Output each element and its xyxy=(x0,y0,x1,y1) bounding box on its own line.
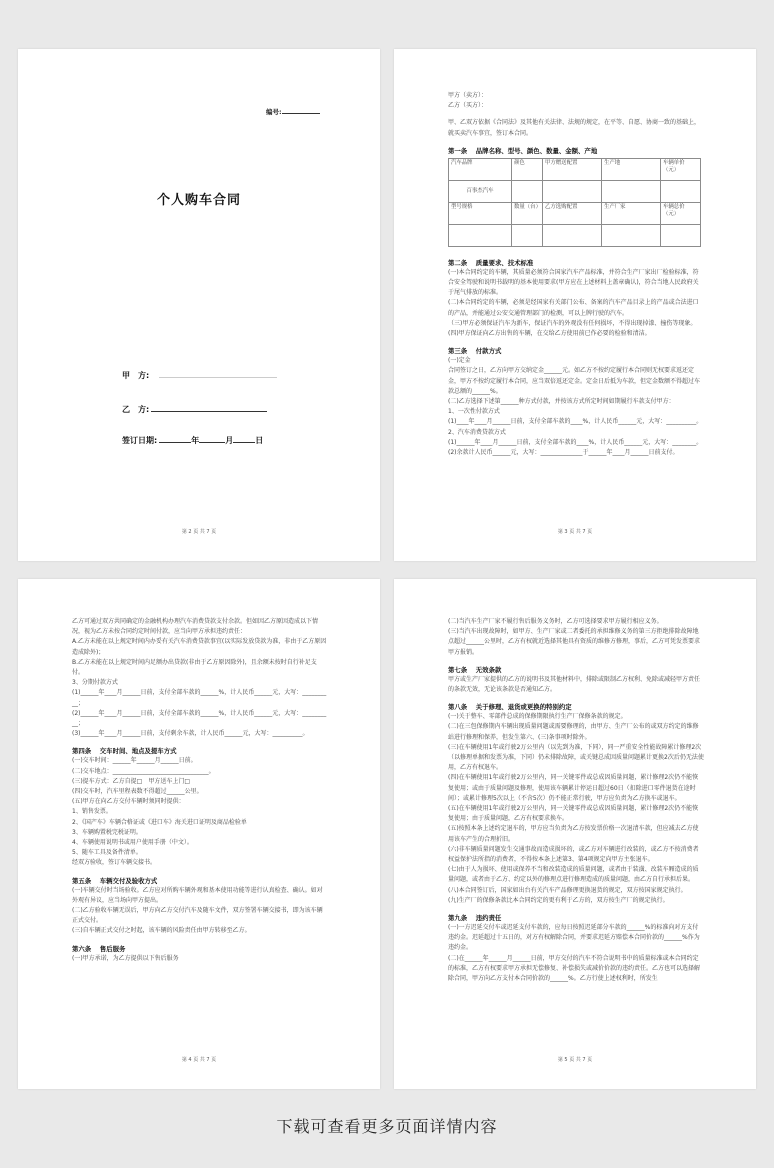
download-caption: 下载可查看更多页面详情内容 xyxy=(276,1117,498,1136)
table-row xyxy=(449,202,701,224)
article-6-heading: 第六条 售后服务 xyxy=(72,944,126,953)
party-b-label: 乙 方: xyxy=(122,405,150,414)
paragraph: 合同签订之日，乙方向甲方交纳定金______元。如乙方不按约定履行本合同则无权要求返还定金，甲方不按约定履行本合同，应当双倍返还定金。定金日后抵为车款，但定金数额不得超过车款总额的______%。 xyxy=(448,367,701,395)
paragraph: 1、销售发票。 xyxy=(72,808,112,816)
page-2-content xyxy=(448,91,704,458)
paragraph: A.乙方未能在以上规定时间内办妥有关汽车消费贷款事宜(以实际发放贷款为准，非由于乙方原因造成除外)； xyxy=(72,638,327,656)
table-cell xyxy=(661,224,701,246)
paragraph: (一)本合同约定的车辆，其质量必须符合国家汽车产品标准，并符合生产厂家出厂检验标准，符合安全驾驶和说明书载明的基本使用要求(甲方应在上述材料上盖章确认)，符合当地人民政府关于尾气排放的标准。 xyxy=(448,268,699,297)
paragraph: (2)余款计人民币______元，大写：______________于______年____月______日前支付。 xyxy=(448,449,679,457)
party-a-line: 甲方（卖方）： xyxy=(448,92,488,99)
page-number: 第 5 页 共 7 页 xyxy=(557,1057,593,1063)
contract-page-3 xyxy=(18,579,380,1089)
table-cell: 数量（台） xyxy=(512,202,543,224)
paragraph: （三)甲方必须保证汽车为新车，保证汽车的外观没有任何损坏，不得出现掉漆、撞伤等现象。 xyxy=(448,319,697,327)
paragraph: (一)定金 xyxy=(448,357,471,365)
vehicle-spec-table xyxy=(448,158,701,247)
table-cell: 车辆单价（元） xyxy=(661,158,701,180)
paragraph: 乙方可通过双方共同确定的金融机构办理汽车消费贷款支付余款。但如因乙方原因造成以下情况，视为乙方未按合同约定时间付款，应当向甲方承担违约责任： xyxy=(72,618,319,636)
paragraph: (二)乙方验收车辆无误后，甲方向乙方交付汽车及随车文件，双方签署车辆交接书，即为该车辆正式交付。 xyxy=(72,907,323,925)
article-5-heading: 第五条 车辆交付及验收方式 xyxy=(72,876,158,885)
paragraph: 5、随车工具及备件清单。 xyxy=(72,849,142,857)
party-a-blank xyxy=(159,369,277,378)
paragraph: 经双方验收，签订车辆交接书。 xyxy=(72,859,157,867)
page-4-content xyxy=(448,617,704,984)
paragraph: (三)提车方式：乙方自提□ 甲方送车上门□ xyxy=(72,777,191,785)
table-cell: 生产地 xyxy=(602,158,661,180)
paragraph: (四)甲方保证向乙方出售的车辆，在交给乙方使用前已作必要的检验和清洁。 xyxy=(448,330,651,338)
article-1-heading: 第一条 品牌名称、型号、颜色、数量、金额、产地 xyxy=(448,146,598,155)
paragraph: (六)非车辆质量问题发生交通事故而造成损坏的，或乙方对车辆进行改装的，或乙方不按消费者权益保护法所指的消费者，不得按本条上述第3、第4项规定向甲方主张退车。 xyxy=(448,845,699,864)
paragraph: (二)在______年______月______日前，甲方交付的汽车不符合说明书中的质量标准或本合同约定的标准，乙方有权要求甲方承担无偿修复、补偿损失或减价价款的违约责任。乙方也可以选择解除合同，甲方向乙方支付本合同价款的______%。乙方行使上述权利时，所发生 xyxy=(448,954,701,983)
paragraph: (3)______年____月______日前，支付剩余车款，计人民币______元，大写：__________。 xyxy=(72,730,309,738)
paragraph: (八)本合同签订后，国家如出台有关汽车产品修理更换退货的规定，双方按国家规定执行。 xyxy=(448,886,687,894)
paragraph: (1)______年____月______日前，支付全部车款的____%，计人民币______元，大写：________。 xyxy=(448,438,703,446)
paragraph: 2、汽车消费贷款方式 xyxy=(448,428,506,436)
contract-number xyxy=(266,105,320,116)
table-cell: 甲方赠送配置 xyxy=(543,158,602,180)
article-7-heading: 第七条 无效条款 xyxy=(448,665,502,674)
table-cell: 百事杰汽车 xyxy=(449,180,512,202)
table-cell: 乙方选购配置 xyxy=(543,202,602,224)
paragraph: (2)______年____月______日前，支付全部车款的______%，计人民币______元，大写：__________； xyxy=(72,709,327,728)
contract-page-4 xyxy=(394,579,756,1089)
paragraph: (二)当汽车生产厂家不履行售后服务义务时，乙方可选择要求甲方履行相应义务。 xyxy=(448,618,663,625)
paragraph: (四)在车辆使用1年或行驶2万公里内，同一关键零件或总成因质量问题，累计修理2次仍不能恢复使用；或由于质量问题及修理，使用该车辆累计停运日超过60日（扣除进口零件退货在途时间）；或累计修理5次以上（不含5次）仍不能正常行驶，甲方应负责为乙方换车或退车。 xyxy=(448,774,699,802)
article-8-heading: 第八条 关于修理、退货或更换的特别约定 xyxy=(448,703,572,712)
table-cell xyxy=(661,180,701,202)
table-cell xyxy=(449,224,512,246)
table-cell xyxy=(512,180,543,202)
paragraph: B.乙方未能在以上规定时间内足额办出贷款(非由于乙方原因除外)，且余额未按时自行补足支付。 xyxy=(72,658,317,677)
year-blank xyxy=(159,434,191,443)
day-label: 日 xyxy=(255,436,264,445)
paragraph: (九)生产厂的保修条款比本合同约定的更有利于乙方的，双方按生产厂的规定执行。 xyxy=(448,896,669,904)
table-row xyxy=(449,180,701,202)
party-b-line xyxy=(122,403,267,415)
contract-cover-page xyxy=(18,49,380,561)
article-2-heading: 第二条 质量要求、技术标准 xyxy=(448,258,534,267)
paragraph: (三)在车辆使用1年或行驶2万公里内（以先到为准，下同），同一严重安全性能故障累计修理2次（以修理单据和发票为准，下同）仍未排除故障，或关键总成因质量问题累计更换2次后仍无法使用，乙方有权退车。 xyxy=(448,743,704,772)
table-cell: 生产厂家 xyxy=(602,202,661,224)
paragraph: (五)按照本条上述约定退车的，甲方应当负责为乙方按发票价格一次退清车款，但应减去乙方使用该车产生的合理折旧。 xyxy=(448,825,699,843)
day-blank xyxy=(233,434,255,443)
table-cell: 车辆总价（元） xyxy=(661,202,701,224)
table-cell xyxy=(543,180,602,202)
paragraph: (一)一方迟延交付车或迟延支付车款的，应每日按照迟延部分车款的______%的标准向对方支付违约金。迟延超过十五日的，对方有权解除合同，并要求迟延方赔偿本合同价款的______%作为违约金。 xyxy=(448,924,700,952)
paragraph: (一)甲方承诺，为乙方提供以下售后服务 xyxy=(72,954,179,962)
paragraph: (二)本合同约定的车辆，必须是经国家有关部门公布、备案的汽车产品目录上的产品或合法进口的产品，并能通过公安交通管理部门的检测，可以上牌行驶的汽车。 xyxy=(448,299,699,317)
page-3-content xyxy=(72,617,328,964)
table-cell: 汽车品牌 xyxy=(449,158,512,180)
article-4-heading: 第四条 交车时间、地点及提车方式 xyxy=(72,747,177,756)
party-a-line xyxy=(122,369,277,381)
intro-paragraph: 甲、乙双方依据《合同法》及其他有关法律、法规的规定，在平等、自愿、协商一致的基础上，就买卖汽车事宜，签订本合同。 xyxy=(448,119,701,137)
party-a-label: 甲 方: xyxy=(122,371,150,380)
table-cell: 型号规格 xyxy=(449,202,512,224)
page-number: 第 4 页 共 7 页 xyxy=(181,1057,217,1063)
table-cell xyxy=(512,224,543,246)
paragraph: 甲方或生产厂家提供的乙方的说明书及其他材料中，排除或限制乙方权利、免除或减轻甲方责任的条款无效，无论该条款是否通知乙方。 xyxy=(448,675,701,694)
page-number: 第 3 页 共 7 页 xyxy=(557,529,593,535)
year-label: 年 xyxy=(191,436,200,445)
paragraph: 3、分期付款方式 xyxy=(72,679,118,687)
article-9-heading: 第九条 违约责任 xyxy=(448,914,502,923)
contract-title: 个人购车合同 xyxy=(156,193,241,208)
paragraph: (1)____年____月______日前，支付全部车款的____%，计人民币______元，大写：__________。 xyxy=(448,418,703,426)
party-b-blank xyxy=(151,403,267,412)
paragraph: 4、车辆使用说明书或用户使用手册（中文）。 xyxy=(72,839,193,847)
paragraph: (一)车辆交付时当场验收。乙方应对所购车辆外观和基本使用功能等进行认真检查、确认。如对外观有异议，应当场向甲方提出。 xyxy=(72,886,323,904)
contract-number-blank xyxy=(282,105,320,114)
party-b-line: 乙方（买方）： xyxy=(448,102,488,110)
paragraph: (四)交车时，汽车里程表数不得超过______公里。 xyxy=(72,788,203,796)
paragraph: (三)自车辆正式交付之时起，该车辆的风险责任由甲方转移至乙方。 xyxy=(72,927,251,935)
month-blank xyxy=(199,434,225,443)
paragraph: 2、《国产车》车辆合格证或《进口车》海关进口证明及商品检验单 xyxy=(72,818,247,826)
paragraph: (三)当汽车出现故障时，如甲方、生产厂家或二者委托的承担维修义务的第三方拒绝排除故障地点超过______公里时，乙方有权就近选择其他具有资质的维修方修理，事后，乙方可凭发票要求甲方报销。 xyxy=(448,628,701,656)
paragraph: (五)在车辆使用1年或行驶2万公里内，同一关键零件或总成因质量问题，累计修理2次仍不能恢复使用；由于质量问题，乙方有权要求换车。 xyxy=(448,805,699,823)
table-row xyxy=(449,224,701,246)
table-row xyxy=(449,158,701,180)
paragraph: (五)甲方在向乙方交付车辆时须同时提供： xyxy=(72,798,185,806)
month-label: 月 xyxy=(225,436,234,445)
contract-page-2 xyxy=(394,49,756,561)
page-number: 第 2 页 共 7 页 xyxy=(181,529,217,535)
sign-date-label: 签订日期: xyxy=(122,436,158,445)
article-3-heading: 第三条 付款方式 xyxy=(448,347,502,356)
table-cell xyxy=(543,224,602,246)
paragraph: (二)在三包保修期内车辆出现质量问题或需要修理的，由甲方、生产厂公布的或双方约定的维修站进行修理和保养，但发生第六、(三)条事项时除外。 xyxy=(448,723,699,741)
paragraph: (二)乙方选择下述第______种方式付款，并按该方式所定时间如期履行车款支付甲方： xyxy=(448,398,675,406)
paragraph: (1)______年____月______日前，支付全部车款的______%，计人民币______元，大写：__________； xyxy=(72,689,327,707)
contract-number-label: 编号: xyxy=(266,108,282,116)
table-cell: 颜色 xyxy=(512,158,543,180)
table-cell xyxy=(602,224,661,246)
paragraph: (一)交车时间：______年______月______日前。 xyxy=(72,757,197,765)
paragraph: 3、车辆购置税完税证明。 xyxy=(72,828,142,836)
paragraph: (七)由于人为损坏、使用或保养不当和改装造成的质量问题，或者由于装潢、改装车厢造成的质量问题，或者由于乙方、约定以外的修理点进行修理造成的质量问题，由乙方自行承担后果。 xyxy=(448,866,699,884)
paragraph: (二)交车地点：________________________________。 xyxy=(72,767,215,775)
paragraph: (一)关于整车、零部件总成的保修期限执行生产厂保修条款的规定。 xyxy=(448,713,627,721)
sign-date-line xyxy=(122,434,263,446)
paragraph: 1、一次性付款方式 xyxy=(448,408,500,416)
table-cell xyxy=(602,180,661,202)
